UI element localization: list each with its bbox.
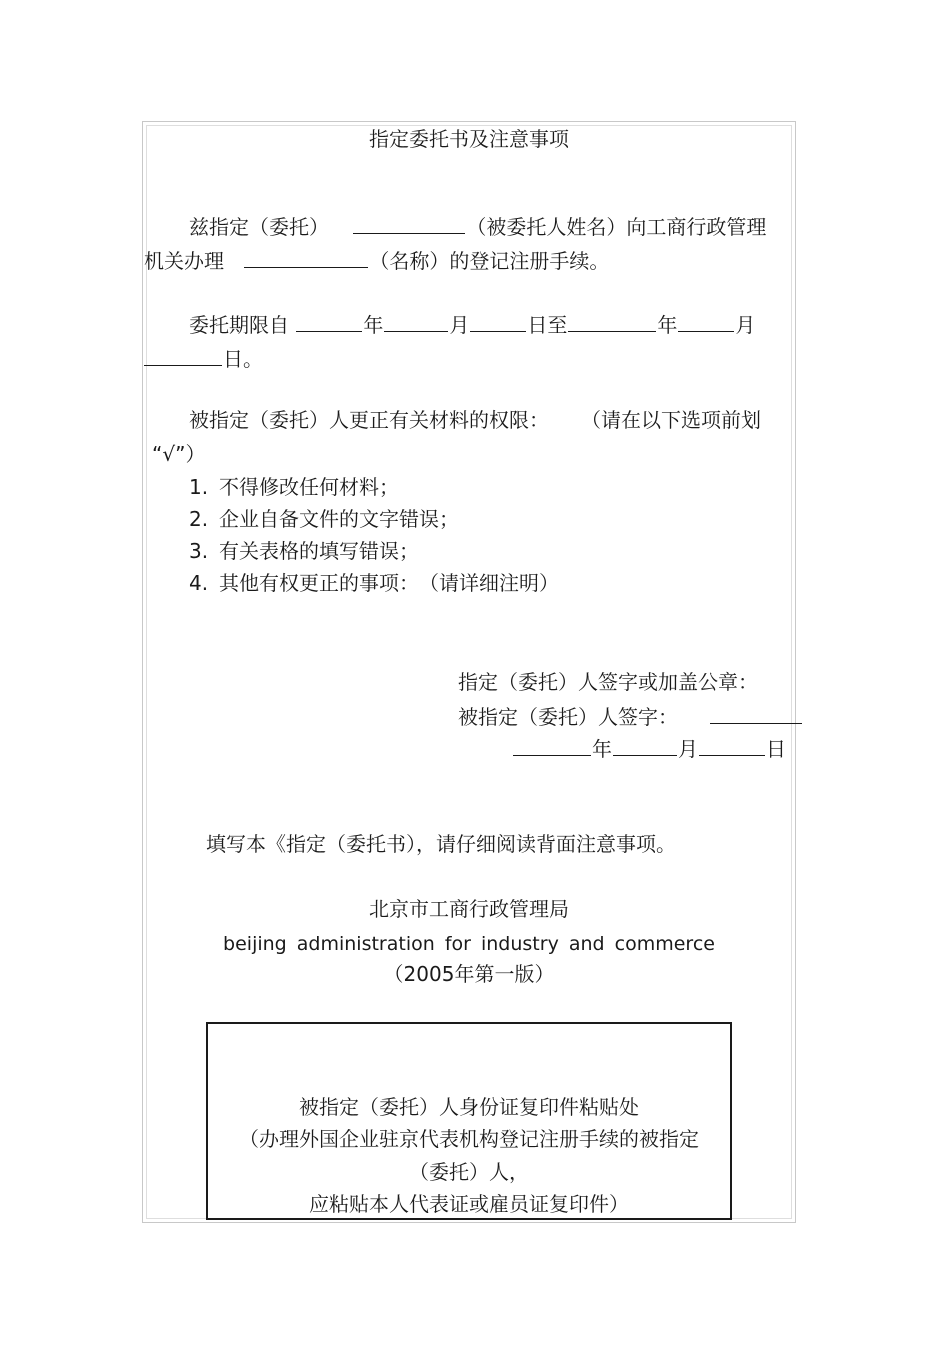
period-year2: 年 [657,313,678,337]
notice-text: 填写本《指定（委托书），请仔细阅读背面注意事项。 [206,832,676,856]
id-box-line3: （委托）人， [409,1160,529,1184]
option-text: 有关表格的填写错误； [219,539,419,563]
start-month-blank[interactable] [384,311,448,332]
authority-text: 被指定（委托）人更正有关材料的权限： [189,408,549,432]
para1-line2-prefix: 机关办理 [144,249,224,273]
edition-text: （2005年第一版） [383,962,555,986]
sign-year-label: 年 [592,737,612,761]
authority-hint: （请在以下选项前划 [581,408,761,432]
sign-year-blank[interactable] [513,735,591,756]
authority-line1 [189,408,761,432]
option-item[interactable] [189,475,399,499]
option-item[interactable] [189,539,419,563]
issuer-name-en: beijing administration for industry and commerce [223,933,715,955]
option-item[interactable] [189,507,459,531]
assignee-name-blank[interactable] [353,213,465,234]
period-line1 [189,311,755,337]
sign-month-blank[interactable] [613,735,677,756]
period-year1: 年 [363,313,384,337]
option-text: 其他有权更正的事项： （请详细注明） [219,571,559,595]
sign-day-label: 日 [766,737,786,761]
assigner-signature-label: 指定（委托）人签字或加盖公章： [458,670,758,694]
period-day-to: 日至 [527,313,568,337]
sign-month-label: 月 [678,737,698,761]
end-day-blank[interactable] [144,345,222,366]
option-number: 4. [189,571,209,595]
id-box-line2: （办理外国企业驻京代表机构登记注册手续的被指定 [239,1127,699,1151]
id-copy-paste-box [206,1022,732,1220]
id-box-line1: 被指定（委托）人身份证复印件粘贴处 [299,1095,639,1119]
assignee-signature-line [458,703,803,729]
assignee-signature-blank[interactable] [710,703,802,724]
option-number: 2. [189,507,209,531]
assignee-signature-label: 被指定（委托）人签字： [458,705,678,729]
period-label: 委托期限自 [189,313,289,337]
period-day-end: 日。 [223,347,263,371]
issuer-name-cn: 北京市工商行政管理局 [369,897,569,921]
end-year-blank[interactable] [568,311,656,332]
period-line2 [144,345,263,371]
option-item[interactable] [189,571,559,595]
para1-line2 [144,247,609,273]
option-text: 不得修改任何材料； [219,475,399,499]
para1-line1-prefix: 兹指定（委托） [189,215,329,239]
start-day-blank[interactable] [470,311,526,332]
authority-line2: “√”） [152,442,206,466]
end-month-blank[interactable] [678,311,734,332]
start-year-blank[interactable] [296,311,362,332]
period-month2: 月 [735,313,756,337]
sign-day-blank[interactable] [699,735,765,756]
option-number: 3. [189,539,209,563]
para1-line1 [189,213,766,239]
option-number: 1. [189,475,209,499]
matter-name-blank[interactable] [244,247,368,268]
para1-line1-suffix: （被委托人姓名）向工商行政管理 [466,215,767,239]
id-box-line4: 应粘贴本人代表证或雇员证复印件） [309,1192,629,1216]
para1-line2-suffix: （名称）的登记注册手续。 [369,249,610,273]
signature-date-line [513,735,786,761]
page-title: 指定委托书及注意事项 [369,127,569,151]
option-text: 企业自备文件的文字错误； [219,507,459,531]
period-month1: 月 [449,313,470,337]
